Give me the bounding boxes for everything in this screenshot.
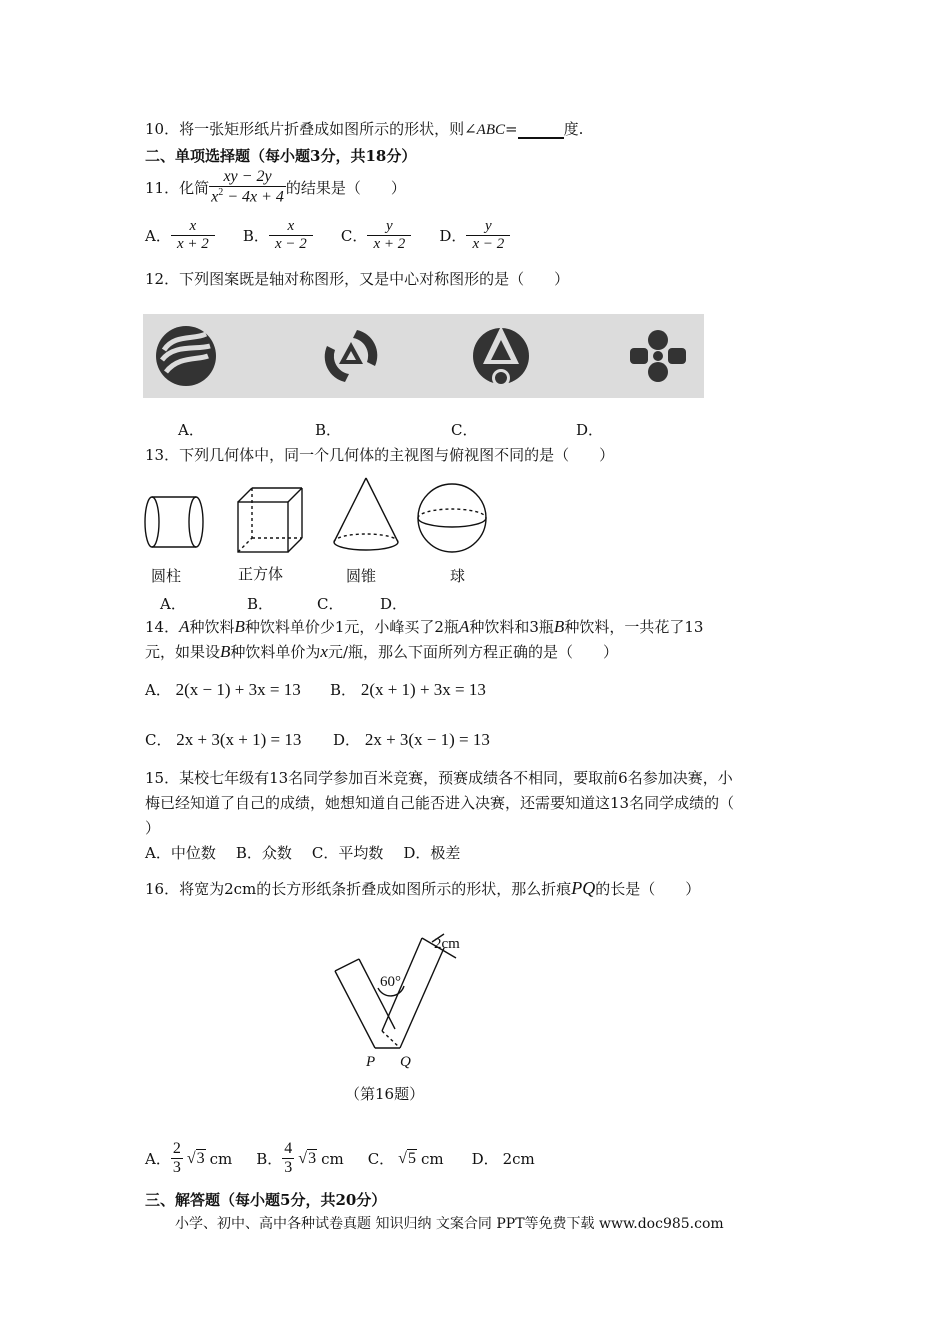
q12-label-d: D．	[576, 421, 604, 439]
q12-symbols	[143, 314, 704, 398]
q12-label-a: A．	[178, 421, 204, 439]
q13-solids	[140, 472, 500, 560]
sqrt-3-b: √3	[298, 1149, 317, 1167]
option-d-fraction: $\frac{y}{x - 2}$	[466, 218, 510, 254]
q14-option-d: D． 2x + 3(x − 1) = 13	[333, 730, 490, 749]
symbol-c-icon	[473, 326, 529, 387]
q13-label-c: C．	[317, 595, 344, 613]
q13-label-b: B．	[247, 595, 274, 613]
symbol-d-icon	[630, 330, 686, 382]
shape-name-cone: 圆锥	[346, 567, 377, 585]
q13-label-a: A．	[160, 595, 186, 613]
point-p-label: P	[366, 1054, 376, 1070]
section-3-title: 三、解答题（每小题5分，共20分）	[145, 1191, 387, 1209]
symbol-b-icon	[325, 330, 378, 382]
footer-text: 小学、初中、高中各种试卷真题 知识归纳 文案合同 PPT等免费下载 www.doc985.com	[175, 1216, 724, 1232]
sqrt-5: √5	[398, 1149, 416, 1167]
q12-label-c: C．	[451, 421, 478, 439]
answer-blank[interactable]	[518, 123, 564, 139]
q16-caption: （第16题）	[345, 1085, 425, 1103]
cone-icon	[334, 478, 398, 550]
symbol-a-icon	[156, 326, 216, 386]
shape-name-sphere: 球	[450, 567, 466, 585]
q12-label-b: B．	[315, 421, 342, 439]
q12-symbols-strip	[143, 314, 704, 398]
question-13: 13．下列几何体中，同一个几何体的主视图与俯视图不同的是（ ）	[145, 446, 615, 464]
question-14-line2: 元，如果设B种饮料单价为x元/瓶，那么下面所列方程正确的是（ ）	[145, 642, 619, 661]
sqrt-3-a: √3	[186, 1149, 205, 1167]
question-15-line1: 15．某校七年级有13名同学参加百米竞赛，预赛成绩各不相同，要取前6名参加决赛，小	[145, 769, 733, 787]
option-b-fraction: $\frac{x}{x - 2}$	[269, 218, 313, 254]
option-c-fraction: $\frac{y}{x + 2}$	[367, 218, 411, 254]
question-14-line1: 14．A种饮料B种饮料单价少1元，小峰买了2瓶A种饮料和3瓶B种饮料，一共花了13	[145, 617, 704, 636]
point-q-label: Q	[400, 1054, 411, 1070]
shape-name-cube: 正方体	[238, 565, 284, 583]
q13-label-d: D．	[380, 595, 408, 613]
section-2-title: 二、单项选择题（每小题3分，共18分）	[145, 147, 417, 165]
question-15-line3: ）	[145, 819, 161, 837]
width-label: 2cm	[434, 936, 460, 952]
option-a-fraction: $\frac{x}{x + 2}$	[171, 218, 215, 254]
shape-name-cylinder: 圆柱	[151, 567, 182, 585]
q14-option-a: A． 2(x − 1) + 3x = 13	[145, 680, 301, 699]
question-16: 16．将宽为2cm的长方形纸条折叠成如图所示的形状，那么折痕PQ的长是（ ）	[145, 878, 701, 898]
question-11-options: A． $\frac{x}{x + 2}$ B． $\frac{x}{x - 2}$ C． $\frac{y}{x + 2}$ D． $\frac{y}{x - 2}$	[145, 218, 510, 254]
question-15-line2: 梅已经知道了自己的成绩，她想知道自己能否进入决赛，还需要知道这13名同学成绩的（	[145, 794, 735, 812]
question-11: 11． 化简 $\frac{xy - 2y}{x^2 - 4x + 4}$ 的结果是（ ）	[145, 168, 406, 206]
cylinder-icon	[145, 497, 203, 547]
angle-label: 60°	[380, 974, 401, 990]
question-12: 12．下列图案既是轴对称图形，又是中心对称图形的是（ ）	[145, 270, 570, 288]
cube-icon	[238, 488, 302, 552]
q16-options: A． $\frac{2}{3}$ √3 cm B． $\frac{4}{3}$ √3 cm C． √5 cm D． 2cm	[145, 1140, 535, 1177]
q16-figure	[320, 928, 480, 1078]
question-11-fraction: $\frac{xy - 2y}{x^2 - 4x + 4}$	[211, 168, 284, 206]
q15-options: A．中位数 B．众数 C．平均数 D．极差	[145, 844, 461, 862]
question-10: 10．将一张矩形纸片折叠成如图所示的形状，则∠ABC= 度.	[145, 120, 584, 138]
q14-option-c: C． 2x + 3(x + 1) = 13	[145, 730, 302, 749]
sphere-icon	[418, 484, 486, 552]
q14-option-b: B． 2(x + 1) + 3x = 13	[330, 680, 486, 699]
